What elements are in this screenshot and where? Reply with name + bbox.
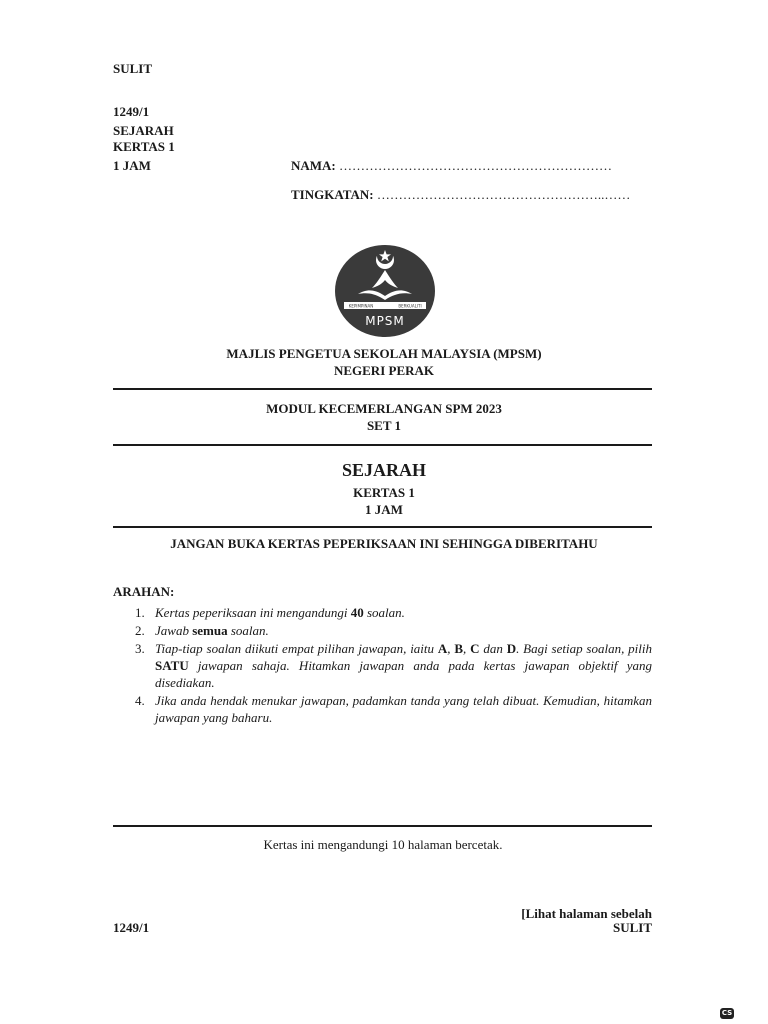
- divider-4: [113, 825, 652, 827]
- duration-label: 1 JAM: [113, 158, 151, 173]
- instruction-number: 2.: [135, 623, 145, 638]
- instruction-number: 1.: [135, 605, 145, 620]
- classification-top: SULIT: [113, 61, 153, 76]
- paper-code: 1249/1: [113, 104, 150, 119]
- page-count-note: Kertas ini mengandungi 10 halaman bercetak.: [263, 837, 503, 852]
- form-dots: ……………………………………………..……: [376, 187, 631, 202]
- logo-ribbon-right: BERKUALITI: [398, 303, 422, 309]
- instruction-text: Jika anda hendak menukar jawapan, padamkan tanda yang telah dibuat. Kemudian, hitamkan jawapan yang baharu.: [155, 693, 652, 725]
- instruction-number: 4.: [135, 693, 145, 708]
- classification-bottom: SULIT: [612, 920, 652, 935]
- divider-1: [113, 388, 652, 390]
- instruction-text: Jawab semua soalan.: [155, 623, 269, 638]
- instruction-number: 3.: [135, 641, 145, 656]
- name-label: NAMA:: [291, 158, 336, 173]
- divider-2: [113, 444, 652, 446]
- warning-text: JANGAN BUKA KERTAS PEPERIKSAAN INI SEHINGGA DIBERITAHU: [170, 536, 598, 551]
- instructions-heading: ARAHAN:: [113, 584, 175, 599]
- module-title: MODUL KECEMERLANGAN SPM 2023: [266, 401, 502, 416]
- name-field: [291, 157, 612, 174]
- module-set: SET 1: [366, 418, 402, 433]
- paper-code-footer: 1249/1: [113, 920, 150, 935]
- organizer-line1: MAJLIS PENGETUA SEKOLAH MALAYSIA (MPSM): [226, 346, 542, 361]
- logo-ribbon-left: KEPIMPINAN: [348, 303, 374, 309]
- logo-acronym: MPSM: [365, 314, 405, 328]
- paper-number: KERTAS 1: [353, 485, 415, 500]
- form-field: [291, 186, 630, 203]
- form-label: TINGKATAN:: [291, 187, 374, 202]
- subject-label: SEJARAH: [113, 123, 174, 138]
- next-page-note: [Lihat halaman sebelah: [521, 906, 652, 921]
- organizer-line2: NEGERI PERAK: [333, 363, 435, 378]
- instruction-text: Tiap-tiap soalan diikuti empat pilihan jawapan, iaitu A, B, C dan D. Bagi setiap soalan, pilih SATU jawapan sahaja. Hitamkan jawapan anda pada kertas jawapan objektif yang disediakan.: [155, 641, 653, 690]
- scanner-badge-icon: CS: [721, 1009, 733, 1017]
- mpsm-logo-graphic: [334, 244, 436, 338]
- paper-subject: SEJARAH: [341, 460, 426, 480]
- paper-label: KERTAS 1: [113, 139, 175, 154]
- mpsm-logo: [334, 244, 436, 338]
- instruction-text: Kertas peperiksaan ini mengandungi 40 soalan.: [155, 605, 405, 620]
- paper-duration: 1 JAM: [365, 502, 403, 517]
- name-dots: ………………………………………………………: [339, 158, 613, 173]
- divider-3: [113, 526, 652, 528]
